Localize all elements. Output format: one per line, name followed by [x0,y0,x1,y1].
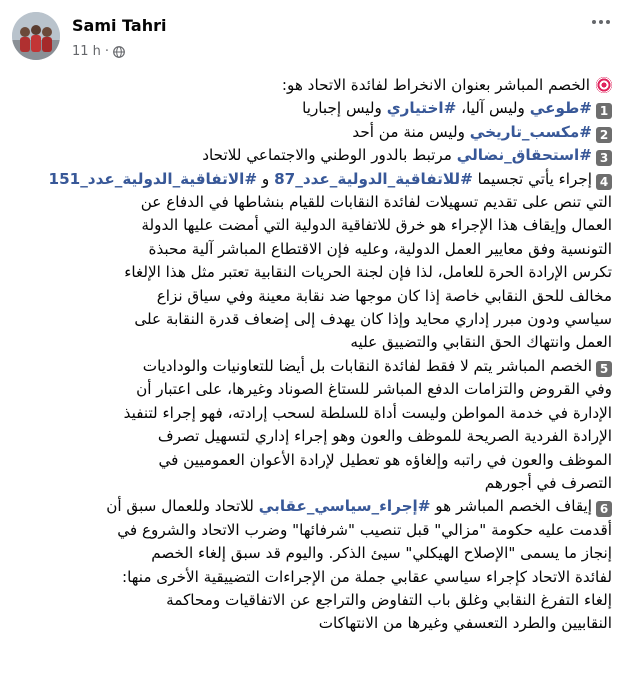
text-line: سياسي ودون مبرر إداري محايد وإذا كان يهدف إلى إضعاف قدرة النقابة على [134,310,612,329]
list-item-4: 4إجراء يأتي تجسيما #للاتفاقية_الدولية_عدد_87 و #الاتفاقية_الدولية_عدد_151 التي تنص على تقديم تسهيلات لفائدة النقابات للقيام بنشاطها في الدفاع عن العمال وإيقاف هذا الإجراء هو خرق للاتفاقية الدولية التي أمضت عليها الدولة التونسية وفق معايير العمل الدولية، وعليه فإن الاقتطاع المباشر آلية محبذة تكرس الإرادة الحرة للعامل، لذا فإن لجنة الحريات النقابية تعتبر مثل هذا الإلغاء مخالف للحق النقابي خاصة إذا كان موجها ضد نقابة معينة وفي سياق نزاع سياسي ودون مبرر إداري محايد وإذا كان يهدف إلى إضعاف قدرة النقابة على العمل وانتهاك الحق النقابي والتضييق عليه [10,168,612,355]
post-body [10,74,612,636]
hashtag-link[interactable]: #للاتفاقية_الدولية_عدد_87 [274,169,473,188]
text-line: الموظف والعون في راتبه وإلغاؤه هو تعطيل لإرادة الأعوان العموميين في [158,450,612,469]
text-line: العمال وإيقاف هذا الإجراء هو خرق للاتفاقية الدولية التي أمضت عليها الدولة [141,216,612,235]
hashtag-link[interactable]: #طوعي [529,99,592,118]
post-intro: الخصم المباشر بعنوان الانخراط لفائدة الاتحاد هو: [10,74,612,97]
text-line: العمل وانتهاك الحق النقابي والتضييق عليه [350,333,612,352]
text-line: النقابيين والطرد التعسفي وغيرها من الانتهاكات [318,614,612,633]
list-item-1: 1#طوعي وليس آليا، #اختياري وليس إجباريا [10,97,612,120]
keycap-6-icon: 6 [596,501,612,517]
text-line: التي تنص على تقديم تسهيلات لفائدة النقابات للقيام بنشاطها في الدفاع عن [140,193,612,212]
avatar[interactable] [12,12,60,60]
post-time[interactable]: 11 h [72,44,101,59]
text-line: الإرادة الفردية الصريحة للموظف والعون وهو إجراء إداري لتسهيل تصرف [157,427,612,446]
more-options-icon[interactable] [592,20,610,24]
author-name[interactable]: Sami Tahri [72,16,167,35]
text-line: مخالف للحق النقابي خاصة إذا كان موجها ضد نقابة معينة وفي سياق نزاع [156,286,612,305]
text-line: التونسية وفق معايير العمل الدولية، وعليه فإن الاقتطاع المباشر آلية محبذة [148,239,612,258]
globe-icon [113,46,125,58]
text-line: الإدارة في خدمة المواطن وليست أداة للسلطة لسحب إرادته، فهو إجراء لتنفيذ [123,403,612,422]
list-item-2: 2#مكسب_تاريخي وليس منة من أحد [10,121,612,144]
text-line: إنجاز ما يسمى "الإصلاح الهيكلي" سيئ الذكر. واليوم قد سبق إلغاء الخصم [151,544,612,563]
hashtag-link[interactable]: #استحقاق_نضالي [456,146,592,165]
post-header [0,0,622,72]
hashtag-link[interactable]: #الاتفاقية_الدولية_عدد_151 [48,169,258,188]
target-emoji-icon [596,77,612,93]
list-item-6: 6إيقاف الخصم المباشر هو #إجراء_سياسي_عقابي للاتحاد وللعمال سبق أن أقدمت عليه حكومة "مزالي" قبل تنصيب "شرفائها" وضرب الاتحاد والشروع في إنجاز ما يسمى "الإصلاح الهيكلي" سيئ الذكر. واليوم قد سبق إلغاء الخصم لفائدة الاتحاد كإجراء سياسي عقابي جملة من الإجراءات التضييقية الأخرى منها: إلغاء التفرغ النقابي وغلق باب التفاوض والتراجع عن الاتفاقيات ومحاكمة النقابيين والطرد التعسفي وغيرها من الانتهاكات [10,495,612,635]
list-item-3: 3#استحقاق_نضالي مرتبط بالدور الوطني والاجتماعي للاتحاد [10,144,612,167]
avatar-photo [12,12,60,60]
post-meta [72,44,125,59]
text-line: لفائدة الاتحاد كإجراء سياسي عقابي جملة من الإجراءات التضييقية الأخرى منها: [122,567,612,586]
text-line: أقدمت عليه حكومة "مزالي" قبل تنصيب "شرفائها" وضرب الاتحاد والشروع في [117,520,612,539]
keycap-5-icon: 5 [596,361,612,377]
keycap-1-icon: 1 [596,103,612,119]
list-item-5: 5الخصم المباشر يتم لا فقط لفائدة النقابات بل أيضا للتعاونيات والوداديات وفي القروض والتزامات الدفع المباشر للستاغ الصوناد وغيرها، على اعتبار أن الإدارة في خدمة المواطن وليست أداة للسلطة لسحب إرادته، فهو إجراء لتنفيذ الإرادة الفردية الصريحة للموظف والعون وهو إجراء إداري لتسهيل تصرف الموظف والعون في راتبه وإلغاؤه هو تعطيل لإرادة الأعوان العموميين في التصرف في أجورهم [10,355,612,495]
hashtag-link[interactable]: #إجراء_سياسي_عقابي [258,497,431,516]
text-line: إلغاء التفرغ النقابي وغلق باب التفاوض والتراجع عن الاتفاقيات ومحاكمة [166,590,612,609]
hashtag-link[interactable]: #اختياري [386,99,457,118]
text-line: التصرف في أجورهم [484,473,612,492]
keycap-3-icon: 3 [596,150,612,166]
text-line: تكرس الإرادة الحرة للعامل، لذا فإن لجنة الحريات النقابية تعتبر مثل هذا الإلغاء [124,263,612,282]
keycap-4-icon: 4 [596,174,612,190]
meta-separator: · [104,44,110,59]
text-line: وفي القروض والتزامات الدفع المباشر للستاغ الصوناد وغيرها، على اعتبار أن [136,380,612,399]
hashtag-link[interactable]: #مكسب_تاريخي [469,122,592,141]
keycap-2-icon: 2 [596,127,612,143]
